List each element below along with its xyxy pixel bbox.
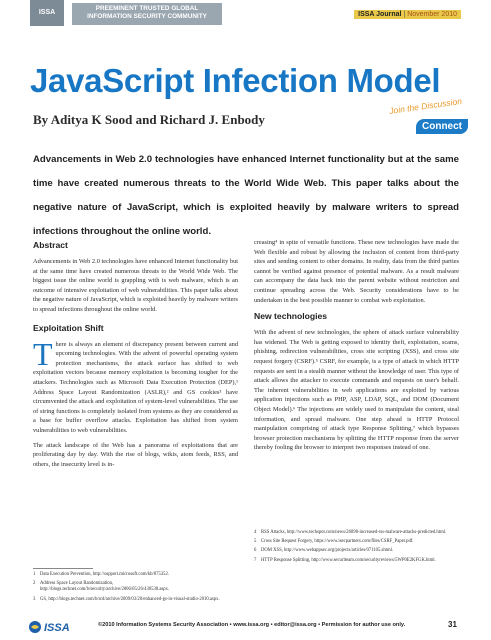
- issue-separator: |: [403, 11, 406, 18]
- footnote-5: [254, 539, 459, 545]
- footnote-2: [33, 581, 238, 593]
- footnote-rule: [33, 568, 93, 569]
- footnote-text[interactable]: RSS Attacks, http://www.techspot.com/news/26098-increased-rss-malware-attacks-predicted.html.: [261, 530, 447, 535]
- footnote-4: [254, 530, 459, 536]
- svg-text:ISSA: ISSA: [44, 622, 70, 634]
- footnote-text[interactable]: GS, http://blogs.technet.com/b/srd/archive/2009/03/20/enhanced-gs-in-visual-studio-2010.aspx.: [40, 596, 220, 602]
- footnote-text[interactable]: DOM XSS, http://www.webappsec.org/projects/articles/071105.shtml.: [261, 548, 394, 554]
- tagline-line-1: PREEMINENT TRUSTED GLOBAL: [95, 5, 199, 12]
- join-discussion-text: Join the Discussion: [388, 95, 463, 116]
- footnote-text[interactable]: Cross Site Request Forgery, https://www.isecpartners.com/files/CSRF_Paper.pdf.: [261, 539, 414, 545]
- article-byline: By Aditya K Sood and Richard J. Enbody: [33, 112, 265, 127]
- footnote-number: 3: [33, 596, 36, 602]
- article-title: JavaScript Infection Model: [30, 62, 441, 99]
- paragraph-1-text: here is always an element of discrepancy present between current and upcoming technologies. With the advent of powerful operating system protection mechanisms, the attack surface has shifted to web exploitation vectors because memory exploitation is becoming tougher for the attackers. Technologies such as Microsoft Data Execution Protection (DEP),¹ Address Space Layout Randomization (ASLR),² and GS cookies³ have circumvented the attack and exploitation of system-level vulnerabilities. The use of string functions is completely isolated from systems as they are considered as a base for buffer overflow attacks. Exploitation has shifted from system vulnerabilities to web vulnerabilities.: [33, 340, 238, 434]
- new-technologies-paragraph: With the advent of new technologies, the sphere of attack surface vulnerability has widened. The Web is getting exposed to identity theft, exploitation, scams, phishing, redirection vulnerabilities, cross site scripting (XSS), and cross site request forgery (CSRF).⁵ CSRF, for example, is a type of attack in which HTTP requests are sent in a stealth manner without the knowledge of user. This type of attack allows the attacker to execute commands and requests on user's behalf. The inherent vulnerabilities in web applications are exploited by various application injections such as PHP, ASP, LDAP, SQL, and DOM (Document Object Model).⁶ The injections are widely used to manipulate the content, steal information, and spread malware. One step ahead is HTTP Protocol manipulation comprising of attack type Response Splitting,⁷ which bypasses browser protection mechanisms by splitting the HTTP response from the server thereby fooling the browser to interpret two responses instead of one.: [254, 329, 459, 452]
- exploitation-shift-paragraph-2: The attack landscape of the Web has a panorama of exploitations that are proliferating day by day. With the rise of blogs, wikis, atom feeds, RSS, and others, the insecurity level is in-: [33, 441, 238, 468]
- exploitation-shift-heading: Exploitation Shift: [33, 322, 104, 333]
- journal-name: ISSA Journal: [358, 11, 402, 18]
- tagline-line-2: INFORMATION SECURITY COMMUNITY: [87, 13, 207, 20]
- abstract-paragraph: Advancements in Web 2.0 technologies have enhanced Internet functionality but at the same time have created numerous threats to the World Wide Web. The biggest issue the online world is grappling with is web malware, which is an outcome of intensive exploitation of web vulnerabilities. This paper talks about the negative nature of JavaScript, which is exploited heavily by malware writers to spread infections throughout the online world.: [33, 258, 238, 313]
- left-column: [33, 240, 238, 474]
- issa-header-tab: ISSA: [30, 0, 64, 26]
- join-discussion-badge[interactable]: [388, 95, 468, 140]
- abstract-heading: Abstract: [33, 240, 68, 250]
- article-lede: Advancements in Web 2.0 technologies have enhanced Internet functionality but at the same time have created numerous threats to the World Wide Web. This paper talks about the negative nature of JavaScript, which is exploited heavily by malware writers to spread infections throughout the online world.: [33, 154, 459, 237]
- footnotes-right: [254, 530, 459, 567]
- issue-label: [354, 10, 461, 19]
- footnote-text[interactable]: HTTP Response Splitting, http://www.securiteam.com/securityreviews/5WP0E2KFGK.html.: [261, 557, 436, 563]
- footnote-text[interactable]: Data Execution Prevention, http://support.microsoft.com/kb/875352.: [40, 572, 170, 577]
- header-tagline: [72, 3, 222, 25]
- footnote-number: 6: [254, 548, 257, 554]
- connect-button[interactable]: Connect: [416, 119, 468, 134]
- footnote-3: [33, 597, 238, 603]
- footer-copyright: ©2010 Information Systems Security Association • www.issa.org • editor@issa.org • Permission for author use only.: [98, 622, 406, 628]
- right-column: [254, 238, 459, 458]
- issa-logo: [28, 620, 94, 634]
- exploitation-shift-paragraph-1: [33, 335, 238, 436]
- footnote-number: 4: [254, 530, 257, 535]
- new-technologies-heading: New technologies: [254, 311, 328, 322]
- footnote-number: 7: [254, 557, 257, 563]
- right-paragraph-1: creasing⁴ in spite of versatile functions. These new technologies have made the Web flexible and robust by allowing the inclusion of content from third-party sites and sending content to other domains. In reality, data from the third parties cannot be verified against presence of potential malware. As a result malware can accompany the data back into the parent website without restriction and continue spreading across the Web. Security considerations have to be undertaken in the best possible manner to combat web exploitation.: [254, 239, 459, 304]
- footnote-number: 5: [254, 539, 257, 545]
- footnote-number: 2: [33, 581, 36, 587]
- footnote-7: [254, 558, 459, 564]
- footnote-text[interactable]: Address Space Layout Randomization, http://blogs.technet.com/b/security/archive/2006/05/26/430538.aspx.: [40, 581, 170, 593]
- page-number: 31: [448, 620, 457, 629]
- footnote-number: 1: [33, 572, 36, 577]
- footnote-1: [33, 572, 238, 578]
- issue-date: November 2010: [407, 11, 457, 18]
- footnotes-left: [33, 568, 238, 606]
- issa-logo-icon: [28, 620, 94, 634]
- footnote-6: [254, 548, 459, 554]
- drop-cap: T: [33, 335, 53, 372]
